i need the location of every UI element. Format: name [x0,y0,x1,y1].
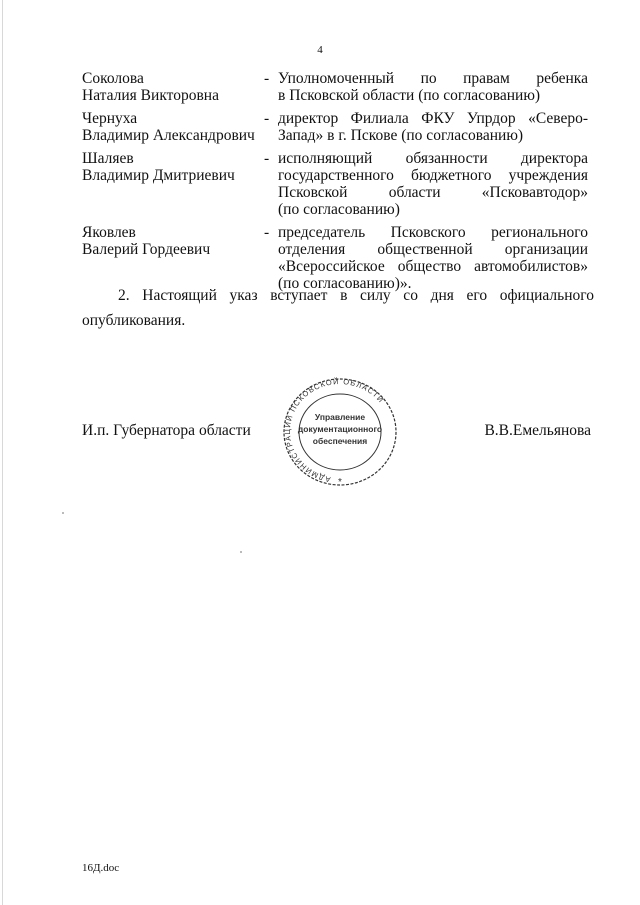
clause-line: 2. Настоящий указ вступает в силу со дня его официального [118,287,594,304]
page-number: 4 [317,44,323,56]
member-row [82,224,594,292]
member-role-line: исполняющий обязанности директора [278,150,588,167]
member-surname: Соколова [82,70,144,87]
member-role-line: государственного бюджетного учреждения [278,167,588,184]
member-row [82,110,594,144]
scan-artifact-dot [240,551,242,553]
member-dash: - [264,70,270,87]
member-role-line: (по согласованию) [278,201,400,218]
member-given-names: Владимир Александрович [82,127,255,144]
member-role-line: председатель Псковского регионального [278,224,588,241]
commission-member-list [82,70,594,298]
member-role-line: Псковской области «Псковавтодор» [278,184,588,201]
member-role-line: Запад» в г. Пскове (по согласованию) [278,127,524,144]
member-name [82,70,264,104]
seal-star: * [338,477,342,488]
member-role [278,110,588,144]
member-name [82,224,264,292]
member-role-line: Уполномоченный по правам ребенка [278,70,588,87]
member-surname: Шаляев [82,150,134,167]
member-role-line: директор Филиала ФКУ Упрдор «Северо- [278,110,588,127]
seal-center-line: обеспечения [312,436,368,446]
clause-line: опубликования. [82,312,186,329]
member-given-names: Наталия Викторовна [82,87,219,104]
effective-date-clause [82,283,594,333]
member-row [82,70,594,104]
member-name [82,110,264,144]
member-role-line: «Всероссийское общество автомобилистов» [278,258,588,275]
scan-artifact-line [2,0,3,905]
scan-artifact-dot [62,512,64,514]
member-role-line: отделения общественной организации [278,241,588,258]
seal-center-line: Управление [314,412,366,422]
member-dash: - [264,110,270,127]
member-role [278,150,588,218]
member-given-names: Валерий Гордеевич [82,241,211,258]
member-role [278,70,588,104]
seal-center-line: документационного [297,424,383,434]
signer-title: И.п. Губернатора области [82,422,251,439]
member-role-line: (по согласованию)». [278,275,412,292]
signer-name: В.В.Емельянова [484,422,591,439]
member-surname: Яковлев [82,224,136,241]
seal-ring-text-path: АДМИНИСТРАЦИИ ПСКОВСКОЙ ОБЛАСТИ [283,376,386,485]
member-given-names: Владимир Дмитриевич [82,167,235,184]
member-surname: Чернуха [82,110,138,127]
official-seal-stamp [277,374,403,490]
member-row [82,150,594,218]
member-role-line: в Псковской области (по согласованию) [278,87,541,104]
member-name [82,150,264,218]
footer-file-code: 16Д.doc [82,862,120,874]
member-role [278,224,588,292]
member-dash: - [264,224,270,241]
member-dash: - [264,150,270,167]
